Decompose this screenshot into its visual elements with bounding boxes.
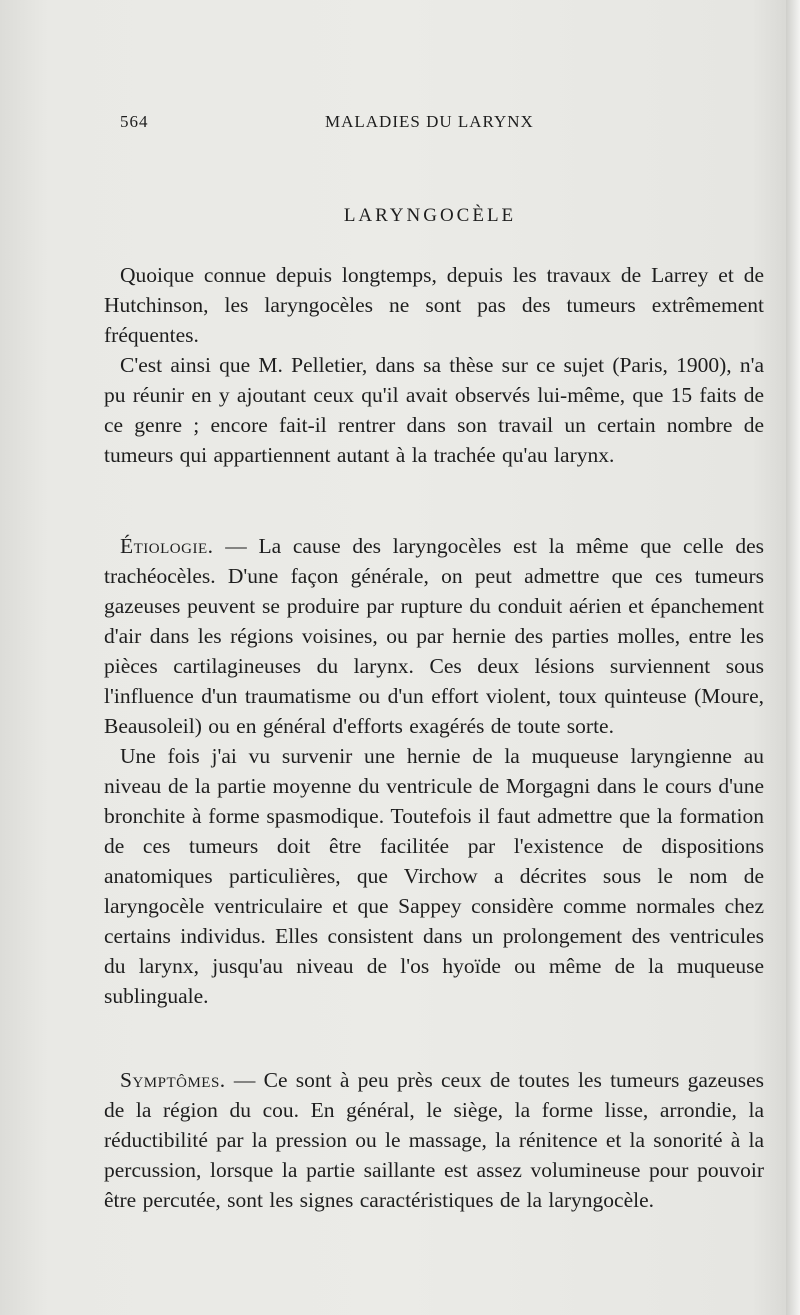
paragraph-etiologie-2: Une fois j'ai vu survenir une hernie de la muqueuse laryngienne au niveau de la partie moyenne du ventricule de Morgagni dans le cours d'une bronchite à forme spasmodique. Toutefois il faut admettre que la formation de ces tumeurs doit être facilitée par l'existence de dispositions anatomiques particulières, que Virchow a décrites sous le nom de laryngocèle ventriculaire et que Sappey considère comme normales chez certains individus. Elles consistent dans un prolongement des ventricules du larynx, jusqu'au niveau de l'os hyoïde ou même de la muqueuse sublinguale. [104,744,764,1008]
page-number: 564 [120,112,149,131]
page-edge-shadow [786,0,800,1315]
paragraph-symptomes [104,1065,764,1215]
paragraph-intro-2: C'est ainsi que M. Pelletier, dans sa thèse sur ce sujet (Paris, 1900), n'a pu réunir en y ajoutant ceux qu'il avait observés lui-même, que 15 faits de ce genre ; encore fait-il rentrer dans son travail un certain nombre de tumeurs qui appartiennent autant à la trachée qu'au larynx. [104,353,764,467]
section-heading-symptomes: Symptômes. [120,1068,226,1092]
section-heading-etiologie: Étiologie. [120,534,214,558]
running-header [120,112,780,142]
etiologie-text: — La cause des laryngocèles est la même que celle des trachéocèles. D'une façon générale, on peut admettre que ces tumeurs gazeuses peuvent se produire par rupture du conduit aérien et épanchement d'air dans les régions voisines, ou par hernie des parties molles, entre les pièces cartilagineuses du larynx. Ces deux lésions surviennent sous l'influence d'un traumatisme ou d'un effort violent, toux quinteuse (Moure, Beausoleil) ou en général d'efforts exagérés de toute sorte. [104,534,764,738]
chapter-title: LARYNGOCÈLE [343,205,517,226]
symptomes-text: — Ce sont à peu près ceux de toutes les tumeurs gazeuses de la région du cou. En général, le siège, la forme lisse, arrondie, la réductibilité par la pression ou le massage, la rénitence et la sonorité à la percussion, lorsque la partie saillante est assez volumineuse pour pouvoir être percutée, sont les signes caractéristiques de la laryngocèle. [104,1068,764,1212]
paragraph-etiologie-1 [104,531,764,741]
running-title: MALADIES DU LARYNX [325,112,534,131]
intro-section [104,260,764,470]
symptomes-section [104,1065,764,1215]
paragraph-intro-1: Quoique connue depuis longtemps, depuis les travaux de Larrey et de Hutchinson, les laryngocèles ne sont pas des tumeurs extrêmement fréquentes. [104,263,764,347]
etiologie-section [104,531,764,1011]
